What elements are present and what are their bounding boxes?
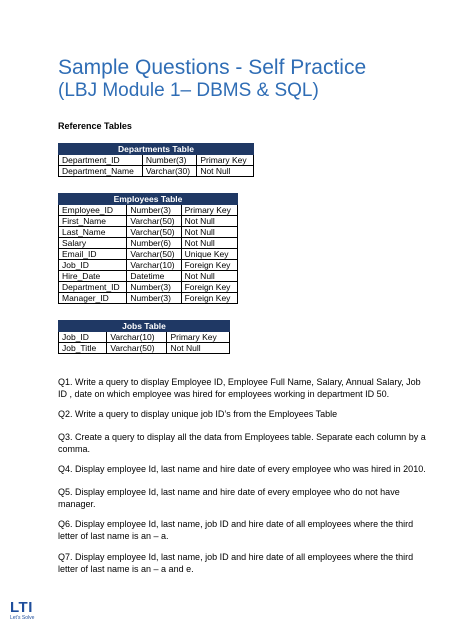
table-cell: Manager_ID <box>59 293 127 304</box>
question-3: Q3. Create a query to display all the data from Employees table. Separate each column by a comma. <box>58 432 426 454</box>
table-cell: Varchar(10) <box>127 260 181 271</box>
table-cell: Foreign Key <box>181 282 237 293</box>
table-cell: Not Null <box>167 343 230 354</box>
table-cell: Job_ID <box>59 332 107 343</box>
table-cell: Email_ID <box>59 249 127 260</box>
table-cell: Datetime <box>127 271 181 282</box>
lti-logo <box>10 600 34 622</box>
table-cell: Primary Key <box>181 205 237 216</box>
jobs-table <box>58 320 230 354</box>
table-cell: Not Null <box>197 166 254 177</box>
table-cell: Number(3) <box>127 293 181 304</box>
table-cell: Unique Key <box>181 249 237 260</box>
table-cell: Number(3) <box>127 282 181 293</box>
logo-tagline: Let’s Solve <box>10 615 35 621</box>
table-cell: Job_Title <box>59 343 107 354</box>
table-cell: Employee_ID <box>59 205 127 216</box>
table-cell: Varchar(50) <box>107 343 167 354</box>
table-cell: Varchar(50) <box>127 249 181 260</box>
table-row <box>59 282 238 293</box>
employees-table <box>58 193 238 304</box>
table-row <box>59 249 238 260</box>
table-cell: Not Null <box>181 227 237 238</box>
page-title: Sample Questions - Self Practice <box>58 56 367 79</box>
table-row <box>59 332 230 343</box>
table-cell: Primary Key <box>167 332 230 343</box>
question-4: Q4. Display employee Id, last name and hire date of every employee who was hired in 2010. <box>58 464 426 474</box>
page-subtitle: (LBJ Module 1– DBMS & SQL) <box>58 80 319 101</box>
table-cell: Varchar(50) <box>127 227 181 238</box>
table-cell: Last_Name <box>59 227 127 238</box>
table-cell: Job_ID <box>59 260 127 271</box>
table-cell: Not Null <box>181 216 237 227</box>
table-cell: Department_ID <box>59 155 143 166</box>
question-6: Q6. Display employee Id, last name, job ID and hire date of all employees where the third letter of last name is an – a. <box>58 519 414 541</box>
table-row <box>59 238 238 249</box>
table-cell: Department_ID <box>59 282 127 293</box>
table-cell: Foreign Key <box>181 260 237 271</box>
question-2: Q2. Write a query to display unique job ID’s from the Employees Table <box>58 409 338 419</box>
table-cell: First_Name <box>59 216 127 227</box>
table-cell: Number(6) <box>127 238 181 249</box>
table-cell: Primary Key <box>197 155 254 166</box>
table-cell: Number(3) <box>127 205 181 216</box>
logo-mark: LTI <box>10 599 33 616</box>
table-row <box>59 166 254 177</box>
table-row <box>59 343 230 354</box>
table-cell: Department_Name <box>59 166 143 177</box>
table-cell: Salary <box>59 238 127 249</box>
table-row <box>59 293 238 304</box>
table-cell: Varchar(50) <box>127 216 181 227</box>
table-cell: Varchar(30) <box>142 166 197 177</box>
table-cell: Varchar(10) <box>107 332 167 343</box>
question-5: Q5. Display employee Id, last name and hire date of every employee who do not have manager. <box>58 487 400 509</box>
question-1: Q1. Write a query to display Employee ID, Employee Full Name, Salary, Annual Salary, Job ID , date on which employee was hired for employees working in department ID 50. <box>58 377 421 399</box>
question-7: Q7. Display employee Id, last name, job ID and hire date of all employees where the third letter of last name is an – a and e. <box>58 552 414 574</box>
employees-table-title: Employees Table <box>59 194 238 205</box>
table-cell: Number(3) <box>142 155 197 166</box>
table-row <box>59 260 238 271</box>
table-row <box>59 271 238 282</box>
table-cell: Not Null <box>181 238 237 249</box>
table-row <box>59 227 238 238</box>
departments-table-title: Departments Table <box>59 144 254 155</box>
jobs-table-title: Jobs Table <box>59 321 230 332</box>
table-cell: Hire_Date <box>59 271 127 282</box>
table-row <box>59 205 238 216</box>
reference-tables-heading: Reference Tables <box>58 121 132 131</box>
table-row <box>59 216 238 227</box>
table-cell: Foreign Key <box>181 293 237 304</box>
table-cell: Not Null <box>181 271 237 282</box>
departments-table <box>58 143 254 177</box>
table-row <box>59 155 254 166</box>
